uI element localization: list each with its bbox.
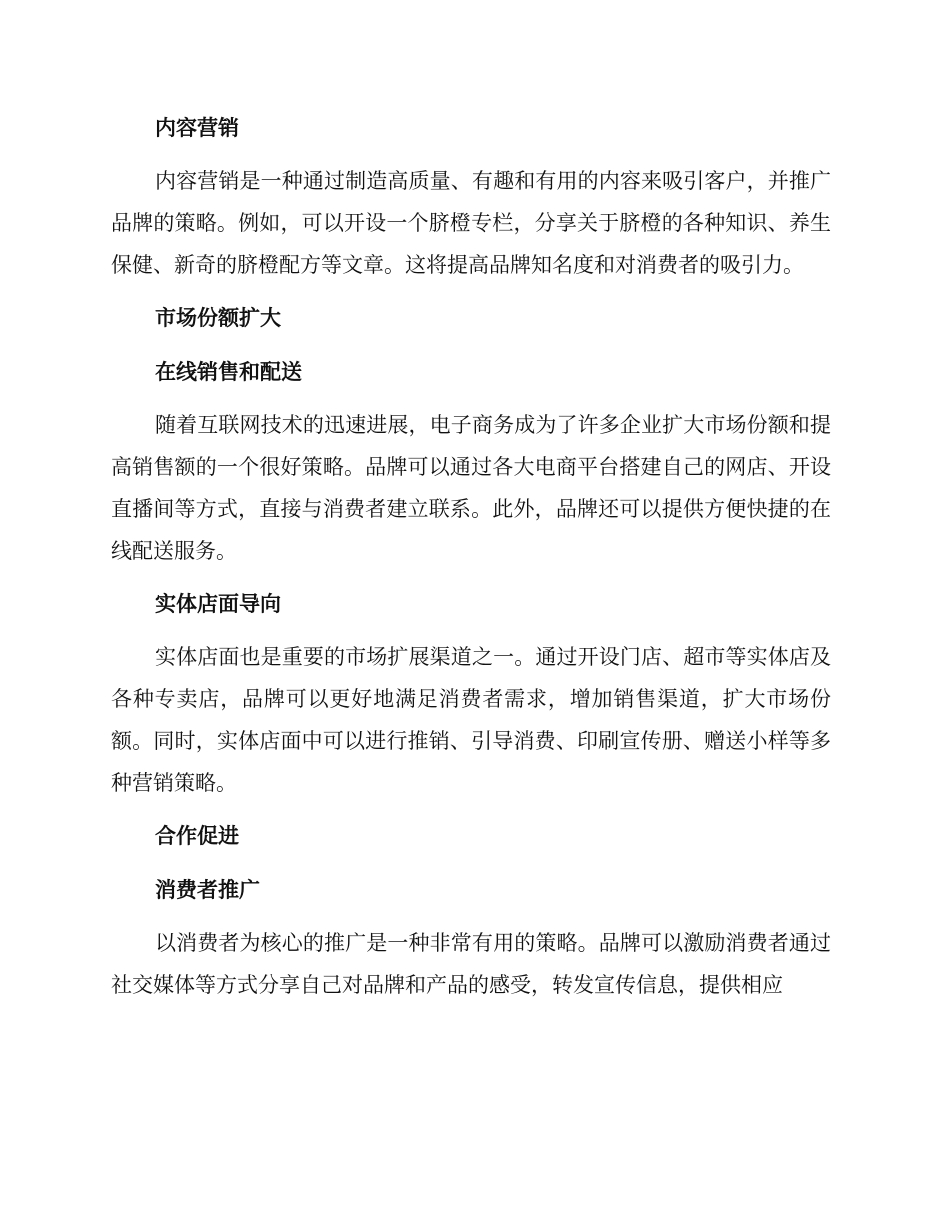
paragraph-consumer-promotion: 以消费者为核心的推广是一种非常有用的策略。品牌可以激励消费者通过社交媒体等方式分享自己对品牌和产品的感受，转发宣传信息，提供相应 xyxy=(111,931,831,997)
paragraph-online-sales: 随着互联网技术的迅速进展，电子商务成为了许多企业扩大市场份额和提高销售额的一个很好策略。品牌可以通过各大电商平台搭建自己的网店、开设直播间等方式，直接与消费者建立联系。此外，品牌还可以提供方便快捷的在线配送服务。 xyxy=(111,413,831,563)
section-heading-market-share: 市场份额扩大 xyxy=(155,306,281,330)
section-heading-consumer-promotion: 消费者推广 xyxy=(155,878,260,902)
paragraph-physical-stores: 实体店面也是重要的市场扩展渠道之一。通过开设门店、超市等实体店及各种专卖店，品牌可以更好地满足消费者需求，增加销售渠道，扩大市场份额。同时，实体店面中可以进行推销、引导消费、印刷宣传册、赠送小样等多种营销策略。 xyxy=(111,645,831,795)
section-heading-physical-stores: 实体店面导向 xyxy=(155,592,281,616)
section-heading-online-sales: 在线销售和配送 xyxy=(155,360,302,384)
paragraph-content-marketing: 内容营销是一种通过制造高质量、有趣和有用的内容来吸引客户，并推广品牌的策略。例如，可以开设一个脐橙专栏，分享关于脐橙的各种知识、养生保健、新奇的脐橙配方等文章。这将提高品牌知名度和对消费者的吸引力。 xyxy=(111,169,831,277)
document-page xyxy=(111,112,831,1006)
section-heading-content-marketing: 内容营销 xyxy=(155,116,239,140)
section-heading-cooperation: 合作促进 xyxy=(155,824,239,848)
